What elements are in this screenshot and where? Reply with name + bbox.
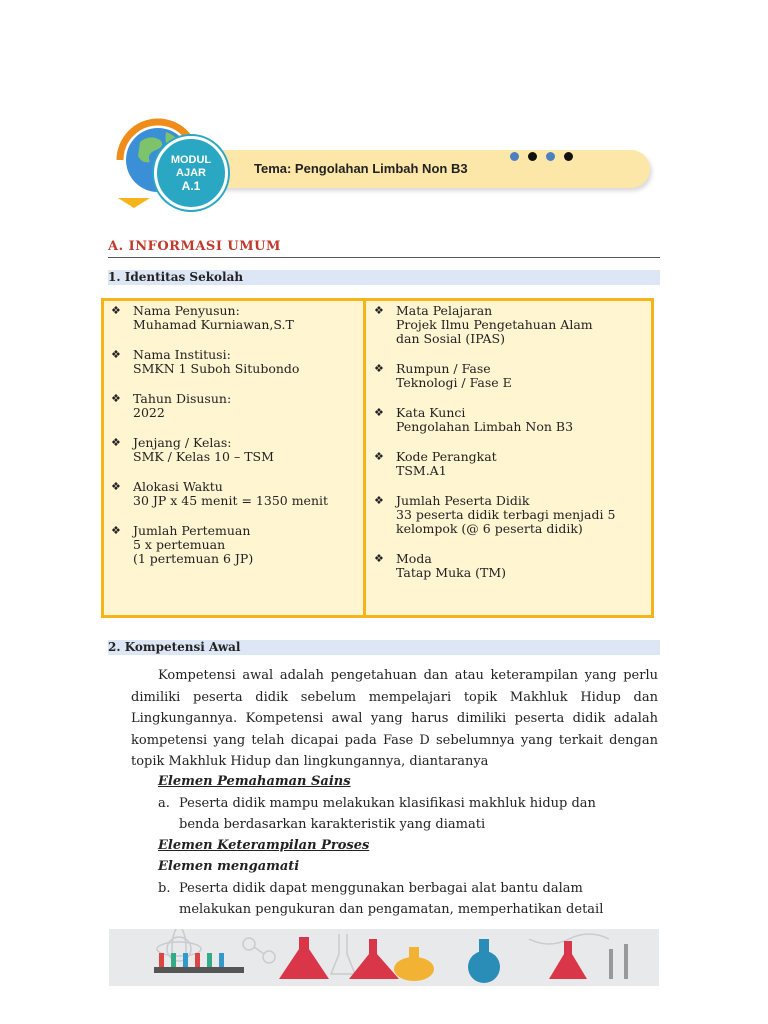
elemen-mengamati: Elemen mengamati [158, 859, 300, 874]
bullet-icon: ❖ [374, 304, 384, 317]
bullet-icon: ❖ [111, 392, 121, 405]
identity-label: Jumlah Peserta Didik [396, 493, 530, 508]
lab-equipment-image [109, 929, 659, 986]
identity-label: Jumlah Pertemuan [133, 523, 251, 538]
bullet-icon: ❖ [374, 552, 384, 565]
identity-value: 33 peserta didik terbagi menjadi 5 [396, 507, 616, 522]
identity-column-divider [363, 298, 366, 616]
identity-label: Alokasi Waktu [133, 479, 223, 494]
decorative-dots [510, 146, 582, 165]
identity-value: Teknologi / Fase E [396, 375, 512, 390]
bullet-icon: ❖ [111, 480, 121, 493]
item-a-line-1: Peserta didik mampu melakukan klasifikasi makhluk hidup dan [179, 796, 596, 811]
identity-value: (1 pertemuan 6 JP) [133, 551, 254, 566]
elemen-pemahaman-sains: Elemen Pemahaman Sains [158, 774, 351, 789]
dot-3 [546, 152, 555, 161]
section-a-title: A. INFORMASI UMUM [108, 239, 281, 254]
identity-value: SMKN 1 Suboh Situbondo [133, 361, 300, 376]
identity-label: Kode Perangkat [396, 449, 497, 464]
identitas-heading-text: 1. Identitas Sekolah [108, 270, 244, 284]
item-b-marker: b. [158, 881, 171, 896]
identity-value: kelompok (@ 6 peserta didik) [396, 521, 583, 536]
badge-line-3: A.1 [181, 178, 201, 193]
badge-line-2: AJAR [176, 166, 206, 179]
identity-label: Mata Pelajaran [396, 303, 493, 318]
identity-label: Kata Kunci [396, 405, 466, 420]
identity-label: Nama Penyusun: [133, 303, 240, 318]
item-b-line-2: melakukan pengukuran dan pengamatan, memperhatikan detail [179, 902, 604, 917]
identity-label: Moda [396, 551, 432, 566]
kompetensi-heading-text: 2. Kompetensi Awal [108, 640, 241, 654]
elemen-keterampilan-proses: Elemen Keterampilan Proses [158, 838, 370, 853]
bullet-icon: ❖ [374, 362, 384, 375]
module-badge [154, 136, 228, 210]
dot-4 [564, 152, 573, 161]
identity-value: 2022 [133, 405, 165, 420]
dot-2 [528, 152, 537, 161]
identity-value: Muhamad Kurniawan,S.T [133, 317, 294, 332]
bullet-icon: ❖ [374, 406, 384, 419]
bullet-icon: ❖ [111, 304, 121, 317]
identity-value: Pengolahan Limbah Non B3 [396, 419, 574, 434]
bullet-icon: ❖ [111, 436, 121, 449]
identity-label: Tahun Disusun: [133, 391, 232, 406]
item-a-line-2: benda berdasarkan karakteristik yang diamati [179, 817, 486, 832]
kompetensi-heading [108, 640, 660, 655]
identity-value: SMK / Kelas 10 – TSM [133, 449, 274, 464]
badge-line-1: MODUL [170, 153, 212, 166]
dot-1 [510, 152, 519, 161]
identity-value: Tatap Muka (TM) [396, 565, 507, 580]
identity-label: Nama Institusi: [133, 347, 231, 362]
lab-illustration [109, 929, 659, 986]
item-a-marker: a. [158, 796, 170, 811]
identity-value: Projek Ilmu Pengetahuan Alam [396, 317, 593, 332]
theme-title: Tema: Pengolahan Limbah Non B3 [254, 161, 468, 176]
identity-value: 5 x pertemuan [133, 537, 226, 552]
bullet-icon: ❖ [111, 524, 121, 537]
identity-value: 30 JP x 45 menit = 1350 menit [133, 493, 329, 508]
section-divider [108, 257, 660, 258]
bullet-icon: ❖ [111, 348, 121, 361]
identity-value: TSM.A1 [396, 463, 447, 478]
identity-label: Rumpun / Fase [396, 361, 491, 376]
item-b-line-1: Peserta didik dapat menggunakan berbagai alat bantu dalam [179, 881, 583, 896]
bullet-icon: ❖ [374, 450, 384, 463]
identitas-heading [108, 270, 660, 285]
identity-label: Jenjang / Kelas: [133, 435, 232, 450]
kompetensi-intro: Kompetensi awal adalah pengetahuan dan atau keterampilan yang perlu dimiliki peserta didik sebelum mempelajari topik Makhluk Hidup dan Lingkungannya. Kompetensi awal yang harus dimiliki peserta didik adalah kompetensi yang telah dicapai pada Fase D sebelumnya yang terkait dengan topik Makhluk Hidup dan lingkungannya, diantaranya [131, 668, 658, 769]
bullet-icon: ❖ [374, 494, 384, 507]
identity-value: dan Sosial (IPAS) [396, 331, 505, 346]
